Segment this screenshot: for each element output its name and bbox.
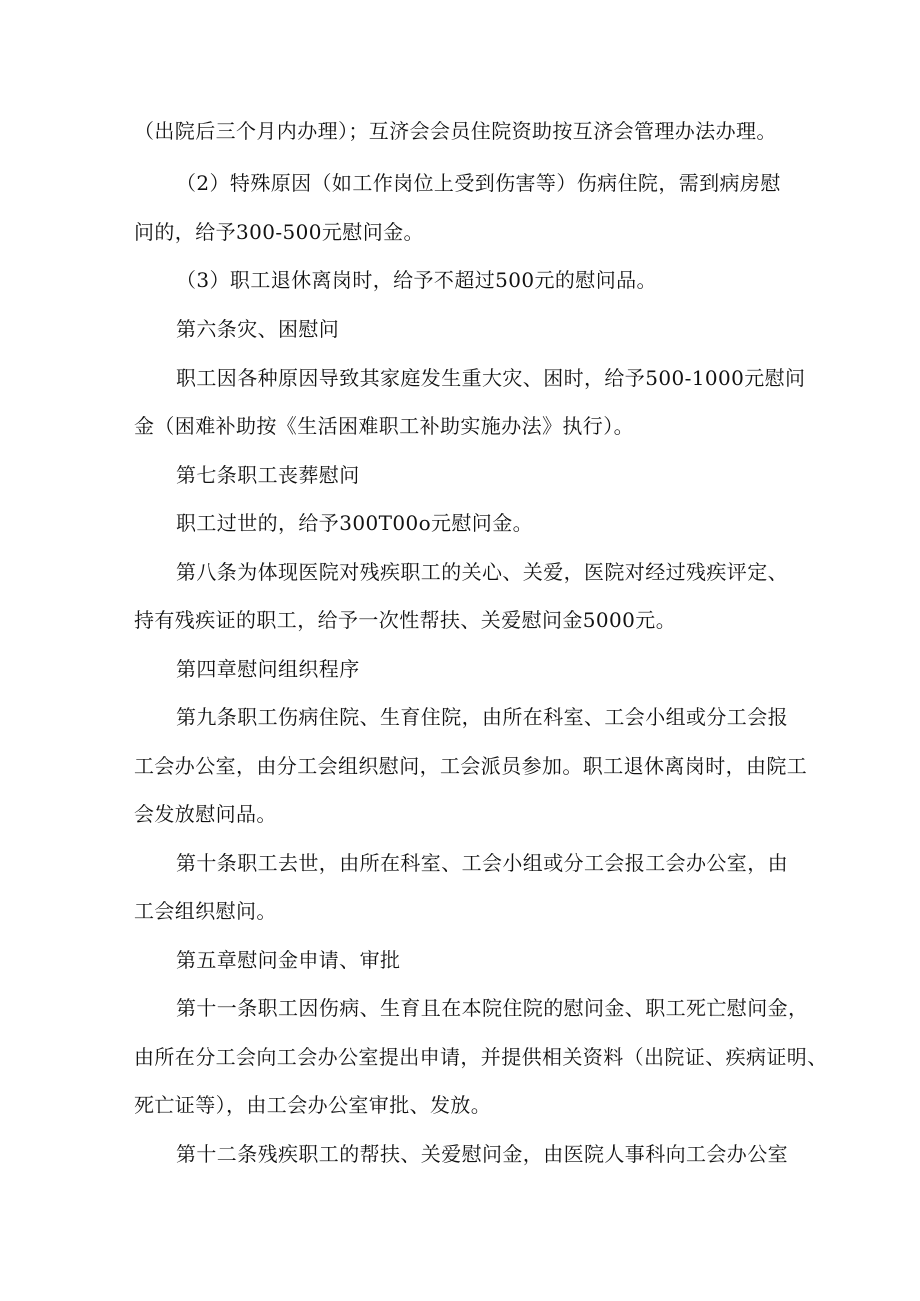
chapter-heading: 第五章慰问金申请、审批: [176, 948, 401, 972]
text-line: 第十二条残疾职工的帮扶、关爱慰问金，由医院人事科向工会办公室: [176, 1142, 788, 1166]
text-line: 持有残疾证的职工，给予一次性帮扶、关爱慰问金5000元。: [134, 608, 677, 632]
text-line: 由所在分工会向工会办公室提出申请，并提供相关资料（出院证、疾病证明、: [134, 1045, 828, 1069]
text-line: 第十条职工去世，由所在科室、工会小组或分工会报工会办公室，由: [176, 851, 788, 875]
text-line: 死亡证等），由工会办公室审批、发放。: [134, 1093, 492, 1117]
section-heading: 第六条灾、困慰问: [176, 317, 340, 341]
text-line: 第九条职工伤病住院、生育住院，由所在科室、工会小组或分工会报: [176, 705, 788, 729]
text-line: 工会办公室，由分工会组织慰问，工会派员参加。职工退休离岗时，由院工: [134, 754, 808, 778]
text-line: 金（困难补助按《生活困难职工补助实施办法》执行）。: [134, 414, 634, 438]
text-line: 职工过世的，给予300T00o元慰问金。: [176, 511, 534, 535]
section-heading: 第七条职工丧葬慰问: [176, 463, 360, 487]
chapter-heading: 第四章慰问组织程序: [176, 657, 360, 681]
text-line: 会发放慰问品。: [134, 802, 277, 826]
text-line: （3）职工退休离岗时，给予不超过500元的慰问品。: [176, 268, 657, 292]
text-line: 职工因各种原因导致其家庭发生重大灾、困时，给予500-1000元慰问: [176, 366, 806, 390]
text-line: 第十一条职工因伤病、生育且在本院住院的慰问金、职工死亡慰问金，: [176, 996, 809, 1020]
text-line: 问的，给予300-500元慰问金。: [134, 220, 424, 244]
text-line: （2）特殊原因（如工作岗位上受到伤害等）伤病住院，需到病房慰: [176, 171, 781, 195]
text-line: （出院后三个月内办理）；互济会会员住院资助按互济会管理办法办理。: [134, 119, 777, 143]
text-line: 工会组织慰问。: [134, 899, 277, 923]
text-line: 第八条为体现医院对残疾职工的关心、关爱，医院对经过残疾评定、: [176, 560, 788, 584]
